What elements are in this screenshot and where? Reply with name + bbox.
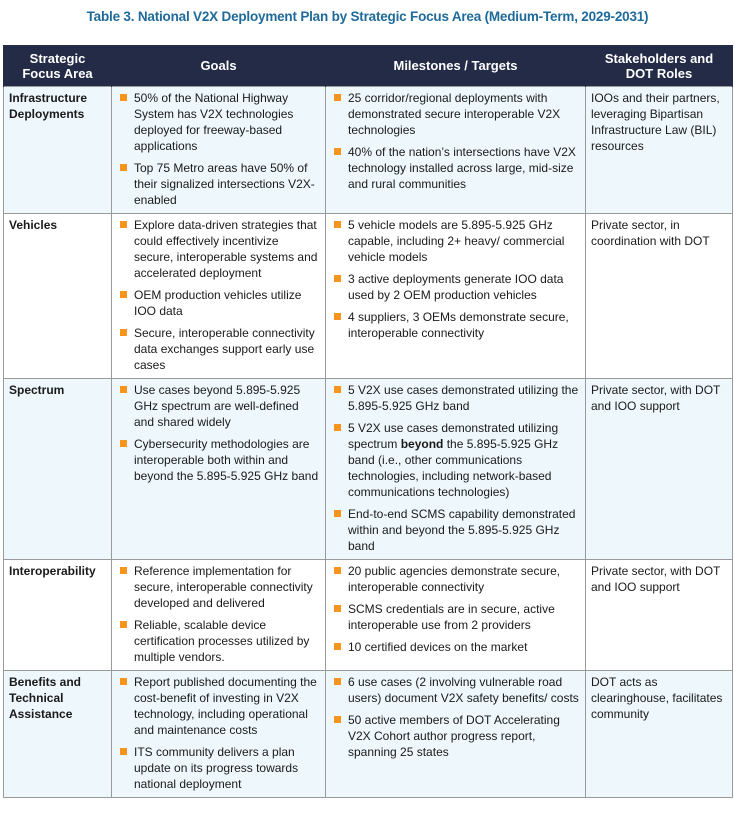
list-item: [331, 382, 580, 414]
square-bullet-icon: [120, 386, 127, 393]
goals-list: [117, 90, 320, 208]
list-item: [117, 325, 320, 373]
goals-list: [117, 217, 320, 373]
list-item-text: Secure, interoperable connectivity data exchanges support early use cases: [134, 326, 315, 372]
list-item-text: the 5.895-5.925 GHz band (i.e., other communications technologies, including network-based communications technologies): [348, 437, 559, 499]
square-bullet-icon: [334, 605, 341, 612]
list-item-text: 5 vehicle models are 5.895-5.925 GHz capable, including 2+ heavy/ commercial vehicle models: [348, 218, 565, 264]
list-item-text: 50% of the National Highway System has V2X technologies deployed for freeway-based applications: [134, 91, 294, 153]
list-item-text: 40% of the nation’s intersections have V2X technology installed across large, mid-size and rural communities: [348, 145, 576, 191]
list-item: [117, 436, 320, 484]
list-item: [331, 420, 580, 500]
list-item: [331, 309, 580, 341]
goals-list: [117, 382, 320, 484]
square-bullet-icon: [334, 510, 341, 517]
list-item-text: Top 75 Metro areas have 50% of their signalized intersections V2X-enabled: [134, 161, 315, 207]
focus-area-cell: Vehicles: [4, 214, 112, 379]
milestones-cell: [326, 214, 586, 379]
square-bullet-icon: [120, 678, 127, 685]
list-item: [331, 601, 580, 633]
list-item-text: Use cases beyond 5.895-5.925 GHz spectrum are well-defined and shared widely: [134, 383, 301, 429]
header-strategic-focus-area: Strategic Focus Area: [4, 45, 112, 87]
list-item-text: End-to-end SCMS capability demonstrated within and beyond the 5.895-5.925 GHz band: [348, 507, 576, 553]
square-bullet-icon: [334, 567, 341, 574]
square-bullet-icon: [120, 291, 127, 298]
goals-cell: [112, 214, 326, 379]
list-item-text: OEM production vehicles utilize IOO data: [134, 288, 302, 318]
list-item-text: 3 active deployments generate IOO data used by 2 OEM production vehicles: [348, 272, 564, 302]
stakeholders-cell: Private sector, with DOT and IOO support: [586, 560, 733, 671]
list-item-text: 10 certified devices on the market: [348, 640, 528, 654]
list-item-text: ITS community delivers a plan update on its progress towards national deployment: [134, 745, 299, 791]
focus-area-cell: Infrastructure Deployments: [4, 87, 112, 214]
milestones-cell: [326, 560, 586, 671]
square-bullet-icon: [120, 329, 127, 336]
list-item-text: Report published documenting the cost-benefit of investing in V2X technology, including operational and maintenance costs: [134, 675, 317, 737]
table-title: Table 3. National V2X Deployment Plan by Strategic Focus Area (Medium-Term, 2029-2031): [86, 9, 649, 24]
list-item: [331, 639, 580, 655]
header-stakeholders: Stakeholders and DOT Roles: [586, 45, 733, 87]
square-bullet-icon: [120, 621, 127, 628]
square-bullet-icon: [334, 148, 341, 155]
square-bullet-icon: [334, 678, 341, 685]
stakeholders-cell: Private sector, in coordination with DOT: [586, 214, 733, 379]
list-item-text: 6 use cases (2 involving vulnerable road users) document V2X safety benefits/ costs: [348, 675, 579, 705]
square-bullet-icon: [334, 275, 341, 282]
list-item: [331, 506, 580, 554]
stakeholders-cell: IOOs and their partners, leveraging Bipartisan Infrastructure Law (BIL) resources: [586, 87, 733, 214]
focus-area-cell: Interoperability: [4, 560, 112, 671]
list-item-text: 4 suppliers, 3 OEMs demonstrate secure, interoperable connectivity: [348, 310, 569, 340]
list-item: [331, 144, 580, 192]
header-row: [4, 45, 733, 87]
goals-list: [117, 674, 320, 792]
list-item-emphasis: beyond: [400, 437, 444, 451]
square-bullet-icon: [334, 716, 341, 723]
list-item: [117, 617, 320, 665]
milestones-cell: [326, 87, 586, 214]
goals-cell: [112, 87, 326, 214]
table-row: [4, 87, 733, 214]
list-item-text: Explore data-driven strategies that could effectively incentivize secure, interoperable systems and accelerated deployment: [134, 218, 318, 280]
goals-cell: [112, 560, 326, 671]
stakeholders-cell: DOT acts as clearinghouse, facilitates community: [586, 671, 733, 798]
header-milestones: Milestones / Targets: [326, 45, 586, 87]
list-item-text: 20 public agencies demonstrate secure, interoperable connectivity: [348, 564, 561, 594]
milestones-list: [331, 217, 580, 341]
goals-list: [117, 563, 320, 665]
deployment-plan-table: [3, 45, 733, 798]
milestones-list: [331, 674, 580, 760]
list-item-text: 5 V2X use cases demonstrated utilizing spectrum: [348, 421, 559, 451]
list-item: [331, 90, 580, 138]
list-item-text: Reference implementation for secure, interoperable connectivity developed and delivered: [134, 564, 313, 610]
list-item: [331, 674, 580, 706]
square-bullet-icon: [120, 748, 127, 755]
table-row: [4, 671, 733, 798]
focus-area-cell: Benefits and Technical Assistance: [4, 671, 112, 798]
square-bullet-icon: [334, 313, 341, 320]
list-item: [117, 90, 320, 154]
list-item-text: SCMS credentials are in secure, active interoperable use from 2 providers: [348, 602, 555, 632]
square-bullet-icon: [120, 440, 127, 447]
list-item: [117, 744, 320, 792]
list-item: [117, 287, 320, 319]
list-item: [117, 563, 320, 611]
header-goals: Goals: [112, 45, 326, 87]
list-item: [331, 712, 580, 760]
list-item-text: 5 V2X use cases demonstrated utilizing the 5.895-5.925 GHz band: [348, 383, 579, 413]
focus-area-cell: Spectrum: [4, 379, 112, 560]
square-bullet-icon: [120, 221, 127, 228]
square-bullet-icon: [120, 164, 127, 171]
list-item-text: Reliable, scalable device certification processes utilized by multiple vendors.: [134, 618, 310, 664]
milestones-cell: [326, 379, 586, 560]
milestones-list: [331, 90, 580, 192]
table-row: [4, 214, 733, 379]
milestones-list: [331, 382, 580, 554]
goals-cell: [112, 379, 326, 560]
square-bullet-icon: [334, 221, 341, 228]
table-row: [4, 379, 733, 560]
square-bullet-icon: [334, 424, 341, 431]
square-bullet-icon: [334, 643, 341, 650]
square-bullet-icon: [334, 94, 341, 101]
list-item: [117, 160, 320, 208]
table-row: [4, 560, 733, 671]
milestones-list: [331, 563, 580, 655]
list-item: [331, 217, 580, 265]
square-bullet-icon: [334, 386, 341, 393]
list-item: [331, 563, 580, 595]
list-item-text: 50 active members of DOT Accelerating V2X Cohort author progress report, spanning 25 states: [348, 713, 560, 759]
table-body: [4, 87, 733, 798]
list-item: [117, 217, 320, 281]
list-item: [117, 382, 320, 430]
list-item: [117, 674, 320, 738]
goals-cell: [112, 671, 326, 798]
square-bullet-icon: [120, 567, 127, 574]
list-item-text: 25 corridor/regional deployments with demonstrated secure interoperable V2X technologies: [348, 91, 561, 137]
stakeholders-cell: Private sector, with DOT and IOO support: [586, 379, 733, 560]
square-bullet-icon: [120, 94, 127, 101]
list-item: [331, 271, 580, 303]
milestones-cell: [326, 671, 586, 798]
list-item-text: Cybersecurity methodologies are interoperable both within and beyond the 5.895-5.925 GHz band: [134, 437, 319, 483]
